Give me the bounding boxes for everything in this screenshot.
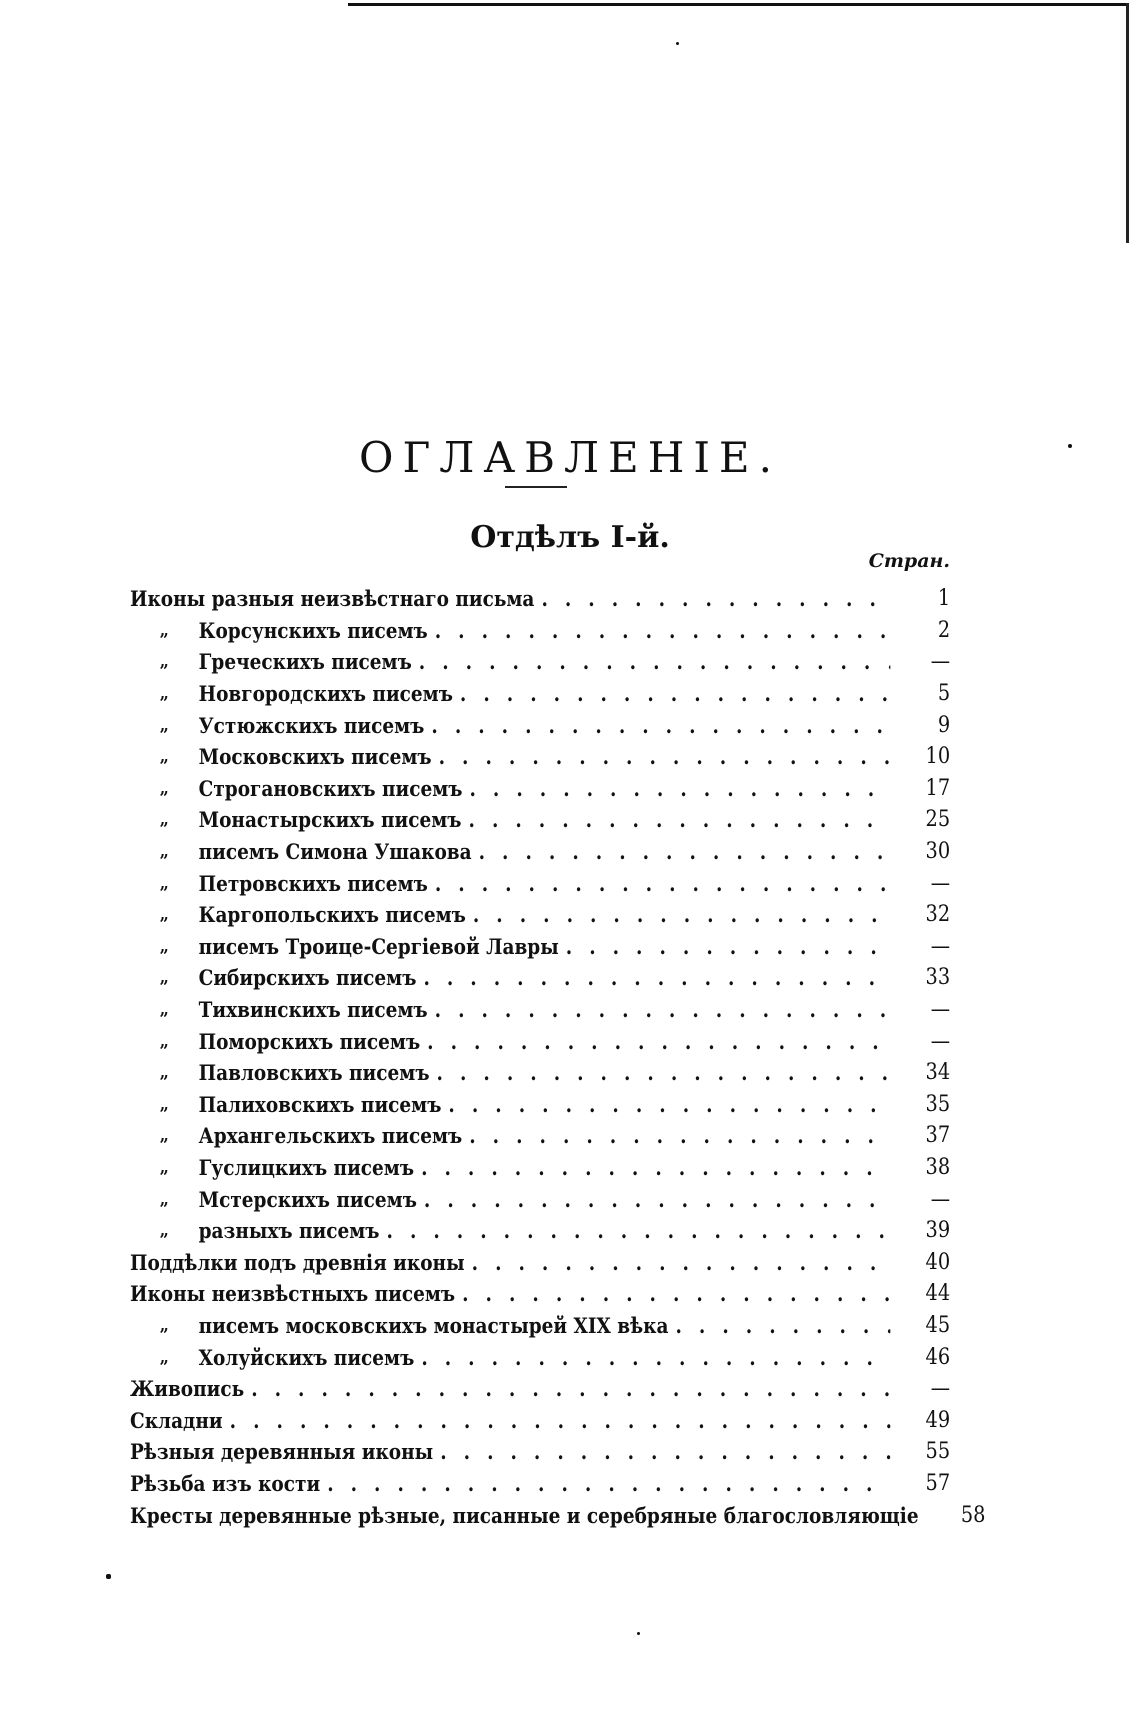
toc-entry-label: Рѣзныя деревянныя иконы [130, 1439, 434, 1465]
dot-leader [566, 934, 891, 959]
table-of-contents [130, 583, 986, 1531]
ditto-mark: „ [159, 1030, 169, 1052]
toc-entry-page: 9 [937, 712, 951, 738]
ditto-mark: „ [159, 714, 169, 736]
toc-entry-label: Поддѣлки подъ древнія иконы [130, 1249, 465, 1275]
toc-entry-label: Каргопольскихъ писемъ [198, 902, 466, 928]
toc-entry-label: Архангельскихъ писемъ [198, 1123, 463, 1149]
toc-entry-page: 58 [960, 1502, 986, 1528]
toc-entry-label: Иконы неизвѣстныхъ писемъ [130, 1281, 456, 1307]
ditto-mark: „ [159, 1220, 169, 1242]
dot-leader [435, 618, 891, 643]
toc-entry-label: Строгановскихъ писемъ [198, 775, 463, 801]
toc-entry-label: Сибирскихъ писемъ [198, 965, 417, 991]
toc-entry-label: Корсунскихъ писемъ [198, 617, 428, 643]
toc-entry-label: писемъ Троице-Сергіевой Лавры [198, 933, 559, 959]
ditto-mark: „ [159, 777, 169, 799]
dot-leader [251, 1376, 890, 1401]
dot-leader [473, 902, 890, 927]
page-column-label: Стран. [868, 550, 950, 572]
toc-entry-label: Московскихъ писемъ [198, 744, 432, 770]
dot-leader [469, 1123, 890, 1148]
toc-entry [130, 1246, 950, 1278]
section-heading: Отдѣлъ І-й. [470, 520, 670, 555]
dot-leader [421, 1345, 890, 1370]
dot-leader [427, 1029, 890, 1054]
ditto-mark: „ [159, 1125, 169, 1147]
toc-entry [130, 1468, 950, 1500]
toc-entry-page: 30 [925, 839, 951, 865]
toc-entry-page: 32 [925, 902, 951, 928]
ditto-mark: „ [159, 841, 169, 863]
toc-entry-page: 25 [925, 807, 951, 833]
dot-leader [327, 1471, 890, 1496]
dot-leader [437, 1060, 891, 1085]
ditto-mark: „ [159, 1314, 169, 1336]
toc-entry-page: — [930, 933, 951, 959]
dot-leader [479, 839, 891, 864]
toc-entry [130, 1215, 950, 1247]
dot-leader [469, 776, 890, 801]
toc-entry-page: 57 [925, 1470, 951, 1496]
toc-entry-label: Павловскихъ писемъ [198, 1060, 430, 1086]
toc-entry-label: Устюжскихъ писемъ [198, 712, 425, 738]
toc-entry-label: Тихвинскихъ писемъ [198, 997, 428, 1023]
dot-leader [440, 1439, 890, 1464]
toc-entry [130, 867, 950, 899]
toc-entry-page: 5 [937, 681, 951, 707]
toc-entry-label: Иконы разныя неизвѣстнаго письма [130, 586, 535, 612]
dot-leader [472, 1250, 891, 1275]
toc-entry-page: — [930, 870, 951, 896]
dot-leader [439, 744, 891, 769]
dot-leader [424, 1187, 890, 1212]
toc-entry-label: Рѣзьба изъ кости [130, 1470, 321, 1496]
toc-entry [130, 804, 950, 836]
ditto-mark: „ [159, 1346, 169, 1368]
toc-entry-page: 40 [925, 1249, 951, 1275]
toc-entry-label: разныхъ писемъ [198, 1218, 380, 1244]
dot-leader [387, 1218, 891, 1243]
toc-entry-page: 39 [925, 1218, 951, 1244]
toc-entry-label: Поморскихъ писемъ [198, 1028, 421, 1054]
toc-entry [130, 583, 950, 615]
toc-entry [130, 678, 950, 710]
toc-entry [130, 709, 950, 741]
dot-leader [676, 1313, 891, 1338]
toc-entry-label: писемъ Симона Ушакова [198, 839, 472, 865]
right-border-rule [1126, 3, 1129, 243]
print-speck [637, 1632, 640, 1635]
toc-entry-page: — [930, 1028, 951, 1054]
title-divider [505, 486, 567, 488]
toc-entry [130, 646, 950, 678]
toc-entry-page: 46 [925, 1344, 951, 1370]
print-speck [106, 1574, 111, 1579]
toc-entry [130, 1152, 950, 1184]
toc-entry [130, 1436, 950, 1468]
toc-entry-label: Холуйскихъ писемъ [198, 1344, 415, 1370]
toc-entry-page: — [930, 649, 951, 675]
ditto-mark: „ [159, 1156, 169, 1178]
dot-leader [469, 807, 891, 832]
toc-entry-page: 37 [925, 1123, 951, 1149]
toc-entry [130, 1057, 950, 1089]
toc-entry [130, 994, 950, 1026]
toc-entry-page: 34 [925, 1060, 951, 1086]
toc-entry [130, 1025, 950, 1057]
toc-entry-label: Петровскихъ писемъ [198, 870, 428, 896]
ditto-mark: „ [159, 872, 169, 894]
toc-entry [130, 1404, 950, 1436]
ditto-mark: „ [159, 651, 169, 673]
dot-leader [431, 713, 890, 738]
toc-entry [130, 899, 950, 931]
toc-entry-label: Складни [130, 1407, 223, 1433]
ditto-mark: „ [159, 1093, 169, 1115]
toc-entry-label: Монастырскихъ писемъ [198, 807, 462, 833]
toc-entry [130, 931, 950, 963]
print-speck [676, 42, 679, 45]
toc-entry-label: Мстерскихъ писемъ [198, 1186, 417, 1212]
toc-entry [130, 1183, 950, 1215]
ditto-mark: „ [159, 967, 169, 989]
toc-entry [130, 962, 950, 994]
dot-leader [421, 1155, 890, 1180]
toc-entry [130, 1120, 950, 1152]
toc-entry [130, 1341, 950, 1373]
toc-entry-page: — [930, 1186, 951, 1212]
toc-entry-label: писемъ московскихъ монастырей XIX вѣка [198, 1312, 669, 1338]
toc-entry-label: Гуслицкихъ писемъ [198, 1154, 415, 1180]
ditto-mark: „ [159, 935, 169, 957]
toc-entry-label: Греческихъ писемъ [198, 649, 412, 675]
toc-entry [130, 1310, 950, 1342]
toc-entry-page: — [930, 997, 951, 1023]
toc-entry [130, 1373, 950, 1405]
ditto-mark: „ [159, 1188, 169, 1210]
ditto-mark: „ [159, 1062, 169, 1084]
toc-entry [130, 1089, 950, 1121]
dot-leader [541, 586, 890, 611]
toc-entry-label: Новгородскихъ писемъ [198, 681, 453, 707]
dot-leader [435, 871, 890, 896]
toc-entry-page: 44 [925, 1281, 951, 1307]
toc-entry-page: 17 [925, 775, 951, 801]
toc-entry-label: Палиховскихъ писемъ [198, 1091, 442, 1117]
dot-leader [435, 997, 891, 1022]
ditto-mark: „ [159, 999, 169, 1021]
ditto-mark: „ [159, 619, 169, 641]
toc-entry-label: Живопись [130, 1376, 245, 1402]
toc-entry-page: 45 [925, 1312, 951, 1338]
toc-entry-page: 55 [925, 1439, 951, 1465]
dot-leader [448, 1092, 890, 1117]
dot-leader [462, 1281, 890, 1306]
top-border-rule [348, 3, 1128, 6]
ditto-mark: „ [159, 683, 169, 705]
ditto-mark: „ [159, 904, 169, 926]
toc-entry-page: 38 [925, 1154, 951, 1180]
dot-leader [423, 965, 890, 990]
toc-entry [130, 1278, 950, 1310]
toc-entry-label: Кресты деревянные рѣзные, писанные и серебряные благословляющіе [130, 1502, 919, 1528]
toc-entry-page: 33 [925, 965, 951, 991]
toc-entry-page: 49 [925, 1407, 951, 1433]
toc-entry-page: — [930, 1376, 951, 1402]
dot-leader [419, 649, 891, 674]
toc-entry-page: 2 [937, 617, 951, 643]
toc-entry-page: 35 [925, 1091, 951, 1117]
toc-entry-page: 10 [925, 744, 951, 770]
ditto-mark: „ [159, 809, 169, 831]
toc-entry-page: 1 [937, 586, 951, 612]
page-title: ОГЛАВЛЕНІЕ. [359, 433, 781, 483]
toc-entry [130, 615, 950, 647]
ditto-mark: „ [159, 746, 169, 768]
toc-entry [130, 773, 950, 805]
toc-entry [130, 836, 950, 868]
dot-leader [230, 1408, 891, 1433]
toc-entry [130, 1499, 986, 1531]
dot-leader [460, 681, 890, 706]
toc-entry [130, 741, 950, 773]
